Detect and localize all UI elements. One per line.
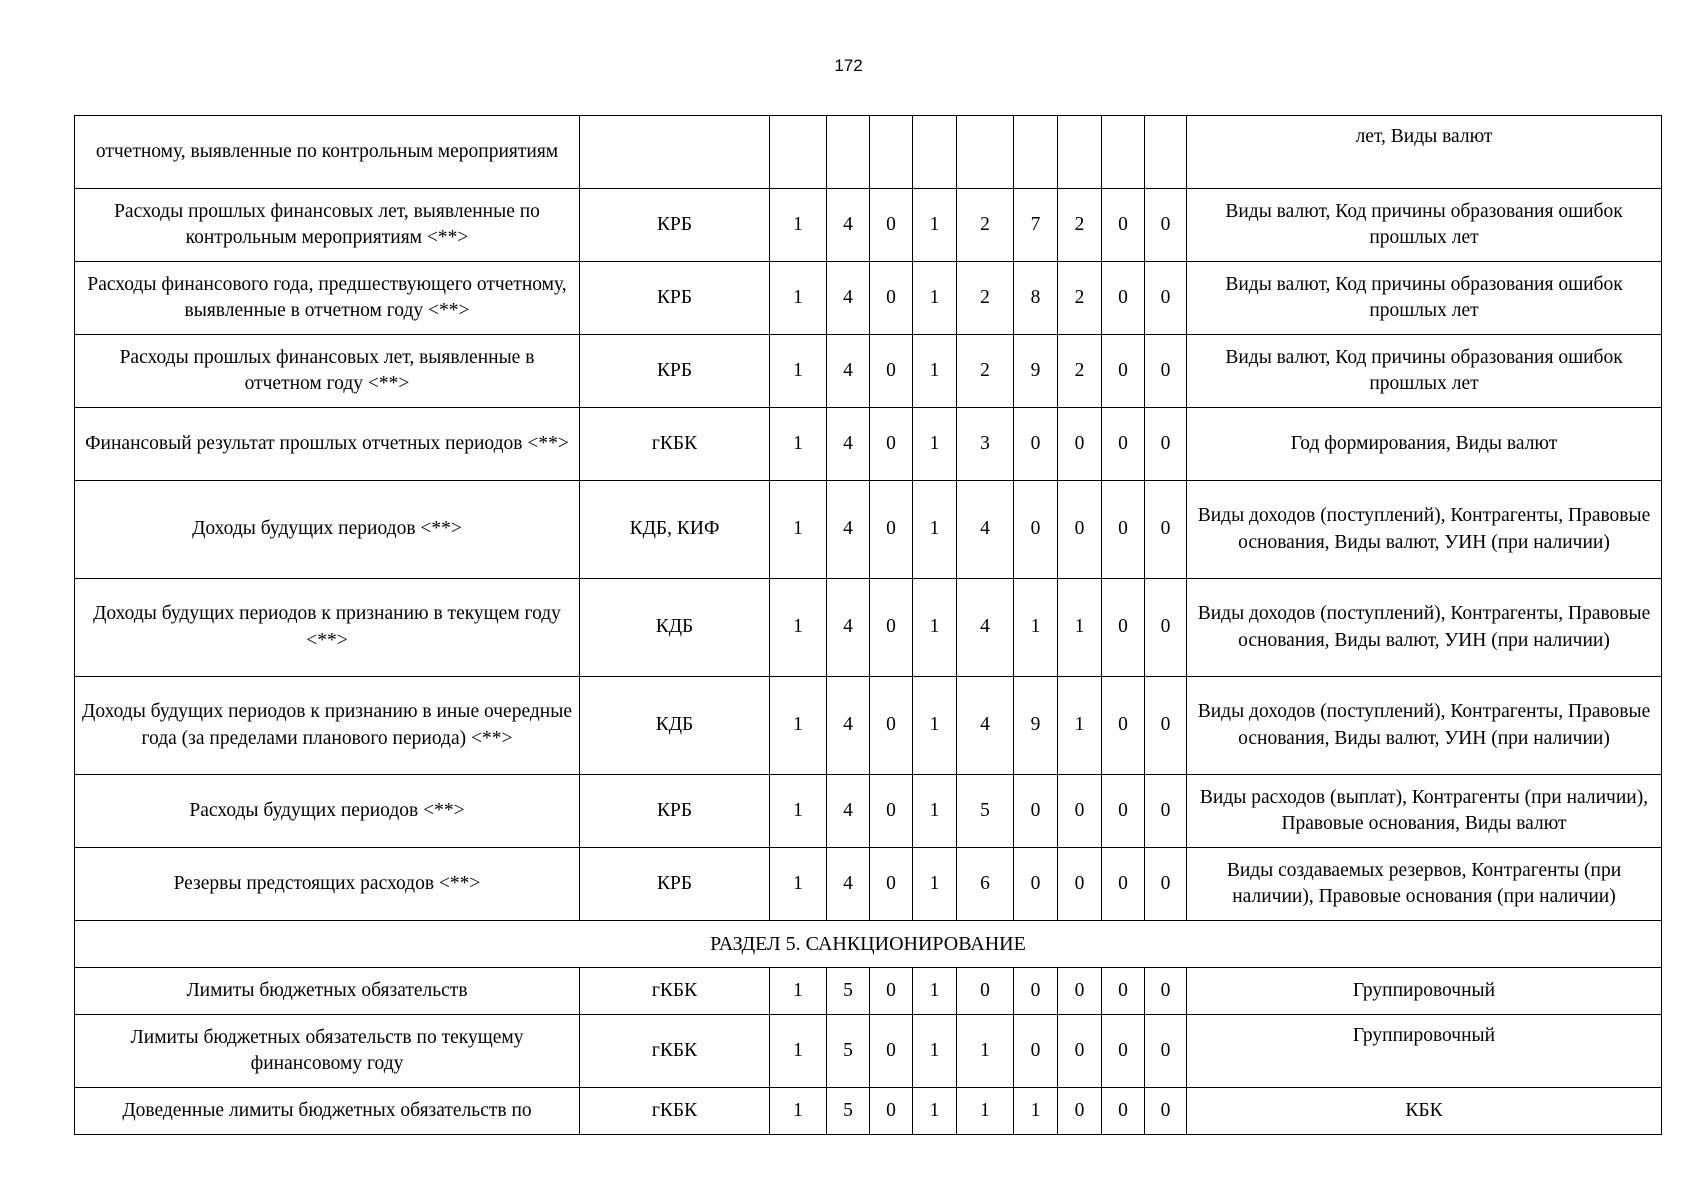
account-digit-cell: 0 (1014, 1015, 1058, 1088)
account-digit-cell: 4 (827, 335, 870, 408)
account-digit-cell: 0 (1102, 775, 1145, 848)
account-digit-cell: 1 (770, 848, 827, 921)
account-digit-cell: 4 (957, 579, 1014, 677)
account-digit-cell: 0 (870, 579, 913, 677)
account-digit-cell: 1 (913, 189, 957, 262)
account-digit-cell: 0 (1145, 1088, 1187, 1135)
account-digit-cell: 0 (1145, 262, 1187, 335)
code-cell: КРБ (580, 189, 770, 262)
account-digit-cell: 0 (870, 1088, 913, 1135)
account-digit-cell: 1 (913, 968, 957, 1015)
account-digit-cell: 9 (1014, 335, 1058, 408)
account-name-cell: Резервы предстоящих расходов <**> (75, 848, 580, 921)
account-digit-cell: 0 (1014, 968, 1058, 1015)
code-cell: КРБ (580, 775, 770, 848)
analytics-cell: КБК (1187, 1088, 1662, 1135)
account-digit-cell (1014, 116, 1058, 189)
account-digit-cell: 0 (870, 189, 913, 262)
analytics-cell: Виды доходов (поступлений), Контрагенты, Правовые основания, Виды валют, УИН (при наличии) (1187, 579, 1662, 677)
account-digit-cell: 4 (827, 262, 870, 335)
section-title: РАЗДЕЛ 5. САНКЦИОНИРОВАНИЕ (75, 921, 1662, 968)
account-digit-cell: 0 (1102, 1015, 1145, 1088)
analytics-cell: Виды валют, Код причины образования ошибок прошлых лет (1187, 189, 1662, 262)
account-digit-cell: 1 (913, 677, 957, 775)
account-digit-cell: 1 (913, 262, 957, 335)
account-name-cell: Расходы будущих периодов <**> (75, 775, 580, 848)
account-digit-cell: 0 (870, 1015, 913, 1088)
account-digit-cell: 0 (870, 775, 913, 848)
account-digit-cell: 5 (827, 1015, 870, 1088)
account-digit-cell: 0 (870, 848, 913, 921)
account-digit-cell: 0 (1102, 1088, 1145, 1135)
account-digit-cell: 0 (1058, 848, 1102, 921)
account-digit-cell: 0 (1145, 1015, 1187, 1088)
account-digit-cell (1145, 116, 1187, 189)
account-digit-cell: 1 (770, 677, 827, 775)
account-digit-cell: 1 (913, 481, 957, 579)
account-digit-cell: 4 (957, 481, 1014, 579)
table-row (75, 481, 1662, 579)
analytics-cell: лет, Виды валют (1187, 116, 1662, 189)
code-cell: КРБ (580, 262, 770, 335)
account-digit-cell: 0 (1145, 481, 1187, 579)
account-name-cell: Доходы будущих периодов к признанию в текущем году <**> (75, 579, 580, 677)
code-cell: КРБ (580, 848, 770, 921)
account-name-cell: Расходы прошлых финансовых лет, выявленные по контрольным мероприятиям <**> (75, 189, 580, 262)
account-digit-cell: 1 (913, 1088, 957, 1135)
table-row (75, 408, 1662, 481)
account-digit-cell: 0 (1102, 408, 1145, 481)
account-digit-cell: 0 (1102, 848, 1145, 921)
accounts-table (74, 115, 1662, 1135)
analytics-cell: Виды расходов (выплат), Контрагенты (при наличии), Правовые основания, Виды валют (1187, 775, 1662, 848)
account-digit-cell: 2 (1058, 335, 1102, 408)
account-digit-cell: 1 (770, 579, 827, 677)
account-digit-cell: 0 (1145, 775, 1187, 848)
account-digit-cell: 0 (1014, 481, 1058, 579)
account-digit-cell (1058, 116, 1102, 189)
analytics-cell: Группировочный (1187, 1015, 1662, 1088)
account-digit-cell: 0 (1014, 408, 1058, 481)
account-digit-cell: 2 (957, 189, 1014, 262)
account-digit-cell: 6 (957, 848, 1014, 921)
code-cell: гКБК (580, 1015, 770, 1088)
code-cell: КДБ (580, 677, 770, 775)
account-name-cell: Расходы финансового года, предшествующего отчетному, выявленные в отчетном году <**> (75, 262, 580, 335)
account-digit-cell (1102, 116, 1145, 189)
account-digit-cell: 0 (870, 335, 913, 408)
account-digit-cell: 5 (827, 968, 870, 1015)
code-cell: КДБ, КИФ (580, 481, 770, 579)
table-row (75, 189, 1662, 262)
analytics-cell: Группировочный (1187, 968, 1662, 1015)
account-digit-cell: 1 (1014, 579, 1058, 677)
table-row (75, 848, 1662, 921)
account-digit-cell: 1 (770, 1015, 827, 1088)
account-digit-cell: 0 (870, 262, 913, 335)
account-digit-cell: 0 (1145, 968, 1187, 1015)
account-name-cell: Доходы будущих периодов <**> (75, 481, 580, 579)
account-digit-cell: 0 (1145, 579, 1187, 677)
account-digit-cell: 0 (1145, 335, 1187, 408)
account-digit-cell: 1 (770, 408, 827, 481)
account-digit-cell (957, 116, 1014, 189)
account-digit-cell: 0 (1058, 481, 1102, 579)
analytics-cell: Год формирования, Виды валют (1187, 408, 1662, 481)
table-row (75, 579, 1662, 677)
account-digit-cell: 1 (913, 408, 957, 481)
table-row (75, 677, 1662, 775)
account-digit-cell: 0 (1102, 579, 1145, 677)
account-digit-cell (770, 116, 827, 189)
account-digit-cell: 4 (827, 775, 870, 848)
account-name-cell: отчетному, выявленные по контрольным мероприятиям (75, 116, 580, 189)
account-name-cell: Финансовый результат прошлых отчетных периодов <**> (75, 408, 580, 481)
account-name-cell: Расходы прошлых финансовых лет, выявленные в отчетном году <**> (75, 335, 580, 408)
account-digit-cell: 0 (1102, 968, 1145, 1015)
account-digit-cell: 1 (770, 335, 827, 408)
table-row (75, 335, 1662, 408)
account-digit-cell: 1 (1014, 1088, 1058, 1135)
account-digit-cell: 0 (1145, 677, 1187, 775)
account-name-cell: Доходы будущих периодов к признанию в иные очередные года (за пределами планового периода) <**> (75, 677, 580, 775)
account-digit-cell: 0 (1102, 189, 1145, 262)
account-digit-cell: 1 (770, 481, 827, 579)
account-digit-cell: 5 (957, 775, 1014, 848)
account-digit-cell: 1 (913, 775, 957, 848)
account-digit-cell: 1 (770, 968, 827, 1015)
account-digit-cell: 3 (957, 408, 1014, 481)
table-row (75, 775, 1662, 848)
account-digit-cell: 0 (1145, 189, 1187, 262)
code-cell: гКБК (580, 968, 770, 1015)
account-digit-cell: 1 (770, 189, 827, 262)
account-digit-cell: 1 (770, 775, 827, 848)
page-number: 172 (834, 56, 863, 75)
account-digit-cell: 7 (1014, 189, 1058, 262)
table-row (75, 262, 1662, 335)
account-digit-cell: 1 (913, 335, 957, 408)
account-digit-cell: 1 (770, 262, 827, 335)
account-digit-cell: 0 (1102, 262, 1145, 335)
account-digit-cell: 0 (1058, 968, 1102, 1015)
account-name-cell: Доведенные лимиты бюджетных обязательств по (75, 1088, 580, 1135)
account-digit-cell: 9 (1014, 677, 1058, 775)
account-digit-cell: 2 (1058, 262, 1102, 335)
account-digit-cell: 0 (1014, 848, 1058, 921)
account-digit-cell: 1 (957, 1088, 1014, 1135)
analytics-cell: Виды создаваемых резервов, Контрагенты (при наличии), Правовые основания (при наличии) (1187, 848, 1662, 921)
account-digit-cell: 4 (957, 677, 1014, 775)
analytics-cell: Виды валют, Код причины образования ошибок прошлых лет (1187, 335, 1662, 408)
account-digit-cell: 4 (827, 408, 870, 481)
account-digit-cell: 5 (827, 1088, 870, 1135)
account-digit-cell: 0 (1058, 1015, 1102, 1088)
account-digit-cell: 0 (1014, 775, 1058, 848)
account-digit-cell: 4 (827, 677, 870, 775)
code-cell: гКБК (580, 1088, 770, 1135)
section-header-row (75, 921, 1662, 968)
table-row (75, 968, 1662, 1015)
code-cell: КДБ (580, 579, 770, 677)
account-digit-cell: 0 (1058, 1088, 1102, 1135)
account-digit-cell: 0 (1102, 481, 1145, 579)
analytics-cell: Виды доходов (поступлений), Контрагенты, Правовые основания, Виды валют, УИН (при наличии) (1187, 677, 1662, 775)
account-digit-cell (827, 116, 870, 189)
account-digit-cell: 4 (827, 189, 870, 262)
account-digit-cell: 0 (1058, 775, 1102, 848)
account-digit-cell (913, 116, 957, 189)
account-digit-cell: 1 (957, 1015, 1014, 1088)
account-digit-cell: 1 (913, 1015, 957, 1088)
account-digit-cell: 0 (1145, 848, 1187, 921)
account-digit-cell: 1 (770, 1088, 827, 1135)
account-digit-cell: 0 (870, 968, 913, 1015)
table-row (75, 116, 1662, 189)
code-cell: КРБ (580, 335, 770, 408)
account-digit-cell: 2 (1058, 189, 1102, 262)
account-digit-cell (870, 116, 913, 189)
code-cell: гКБК (580, 408, 770, 481)
analytics-cell: Виды доходов (поступлений), Контрагенты, Правовые основания, Виды валют, УИН (при наличии) (1187, 481, 1662, 579)
account-digit-cell: 4 (827, 848, 870, 921)
account-name-cell: Лимиты бюджетных обязательств по текущему финансовому году (75, 1015, 580, 1088)
account-name-cell: Лимиты бюджетных обязательств (75, 968, 580, 1015)
analytics-cell: Виды валют, Код причины образования ошибок прошлых лет (1187, 262, 1662, 335)
account-digit-cell: 2 (957, 262, 1014, 335)
account-digit-cell: 0 (1102, 677, 1145, 775)
account-digit-cell: 1 (1058, 579, 1102, 677)
table-row (75, 1015, 1662, 1088)
account-digit-cell: 4 (827, 481, 870, 579)
account-digit-cell: 0 (1058, 408, 1102, 481)
account-digit-cell: 0 (957, 968, 1014, 1015)
account-digit-cell: 0 (870, 408, 913, 481)
table-row (75, 1088, 1662, 1135)
account-digit-cell: 8 (1014, 262, 1058, 335)
account-digit-cell: 2 (957, 335, 1014, 408)
account-digit-cell: 1 (913, 848, 957, 921)
account-digit-cell: 0 (870, 677, 913, 775)
code-cell (580, 116, 770, 189)
account-digit-cell: 0 (1102, 335, 1145, 408)
account-digit-cell: 1 (1058, 677, 1102, 775)
account-digit-cell: 4 (827, 579, 870, 677)
account-digit-cell: 0 (870, 481, 913, 579)
account-digit-cell: 0 (1145, 408, 1187, 481)
account-digit-cell: 1 (913, 579, 957, 677)
